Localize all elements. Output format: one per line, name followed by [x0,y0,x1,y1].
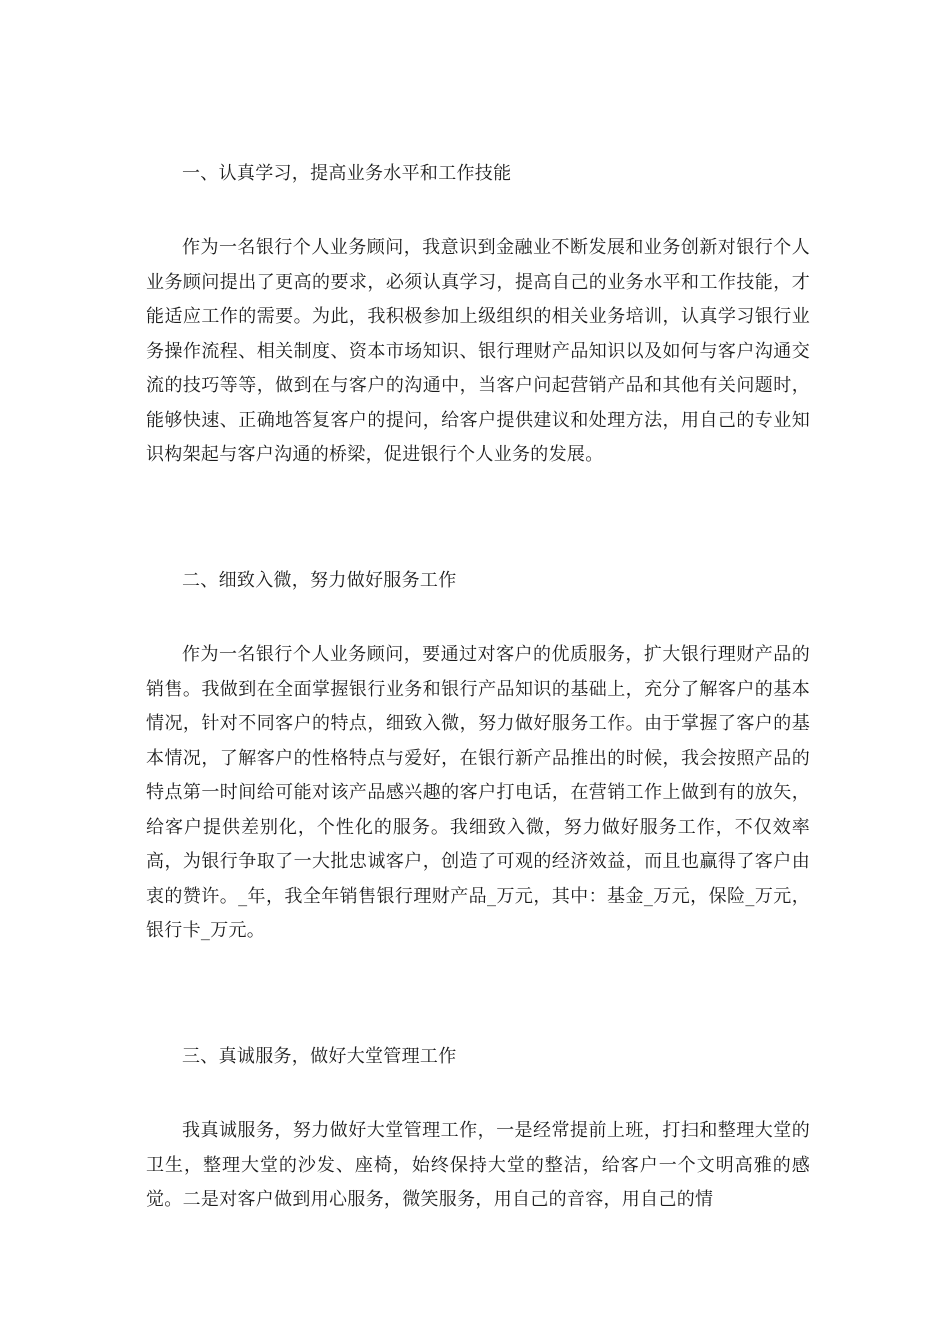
section-heading-1: 一、认真学习，提高业务水平和工作技能 [182,163,512,184]
section-body-2: 作为一名银行个人业务顾问，要通过对客户的优质服务，扩大银行理财产品的销售。我做到在全面掌握银行业务和银行产品知识的基础上，充分了解客户的基本情况，针对不同客户的特点，细致入微，努力做好服务工作。由于掌握了客户的基本情况，了解客户的性格特点与爱好，在银行新产品推出的时候，我会按照产品的特点第一时间给可能对该产品感兴趣的客户打电话，在营销工作上做到有的放矢，给客户提供差别化，个性化的服务。我细致入微，努力做好服务工作，不仅效率高，为银行争取了一大批忠诚客户，创造了可观的经济效益，而且也赢得了客户由衷的赞许。_年，我全年销售银行理财产品_万元，其中：基金_万元，保险_万元，银行卡_万元。 [146,644,810,941]
section-heading-2: 二、细致入微，努力做好服务工作 [182,570,457,591]
section-body-3: 我真诚服务，努力做好大堂管理工作，一是经常提前上班，打扫和整理大堂的卫生，整理大堂的沙发、座椅，始终保持大堂的整洁，给客户一个文明高雅的感觉。二是对客户做到用心服务，微笑服务，用自己的音容，用自己的情 [146,1120,810,1210]
section-heading-3: 三、真诚服务，做好大堂管理工作 [182,1046,457,1067]
section-body-1: 作为一名银行个人业务顾问，我意识到金融业不断发展和业务创新对银行个人业务顾问提出了更高的要求，必须认真学习，提高自己的业务水平和工作技能，才能适应工作的需要。为此，我积极参加上级组织的相关业务培训，认真学习银行业务操作流程、相关制度、资本市场知识、银行理财产品知识以及如何与客户沟通交流的技巧等等，做到在与客户的沟通中，当客户问起营销产品和其他有关问题时，能够快速、正确地答复客户的提问，给客户提供建议和处理方法，用自己的专业知识构架起与客户沟通的桥梁，促进银行个人业务的发展。 [146,237,810,465]
